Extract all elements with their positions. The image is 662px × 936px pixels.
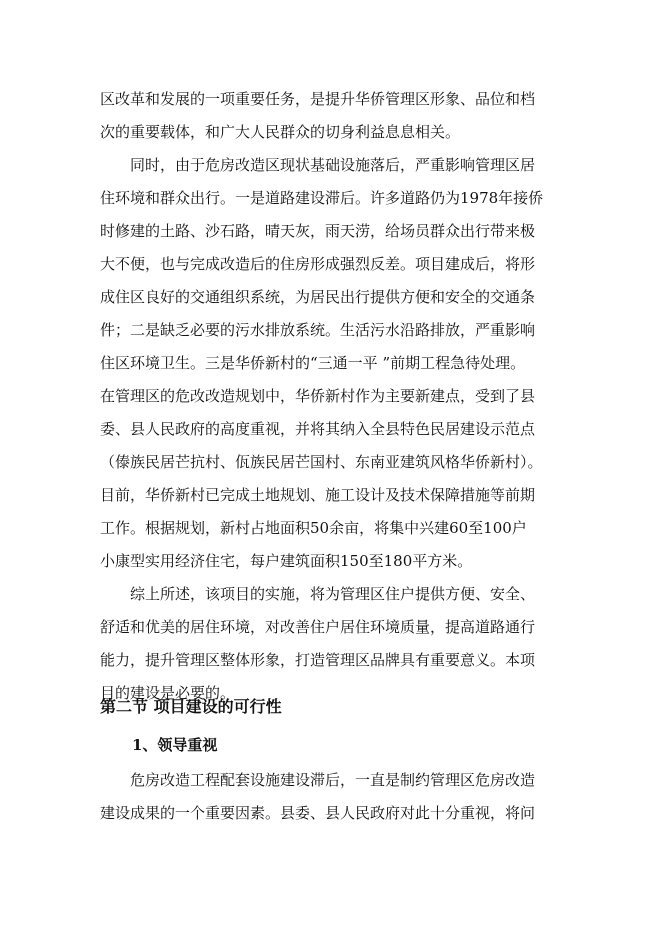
text-line: 住环境和群众出行。一是道路建设滞后。许多道路仍为1978年接侨 (100, 189, 544, 207)
text-line: 舒适和优美的居住环境，对改善住户居住环境质量，提高道路通行 (100, 618, 536, 636)
text-line: 建设成果的一个重要因素。县委、县人民政府对此十分重视，将问 (100, 804, 536, 822)
text-line: 成住区良好的交通组织系统，为居民出行提供方便和安全的交通条 (100, 288, 536, 306)
body-text-block-2 (100, 764, 562, 830)
text-line: 工作。根据规划，新村占地面积50余亩，将集中兴建60至100户 (100, 519, 527, 537)
text-line: 同时，由于危房改造区现状基础设施落后，严重影响管理区居 (130, 156, 536, 174)
text-line: 次的重要载体，和广大人民群众的切身利益息息相关。 (100, 123, 461, 141)
text-line: 住区环境卫生。三是华侨新村的“三通一平 ”前期工程急待处理。 (100, 354, 526, 372)
body-text-block (100, 83, 562, 710)
text-line: 区改革和发展的一项重要任务，是提升华侨管理区形象、品位和档 (100, 90, 536, 108)
text-line: 时修建的土路、沙石路，晴天灰，雨天涝，给场员群众出行带来极 (100, 222, 536, 240)
text-line: 小康型实用经济住宅，每户建筑面积150至180平方米。 (100, 552, 473, 570)
text-line: 目前，华侨新村已完成土地规划、施工设计及技术保障措施等前期 (100, 486, 536, 504)
text-line: 综上所述，该项目的实施，将为管理区住户提供方便、安全、 (130, 585, 536, 603)
text-line: （傣族民居芒抗村、佤族民居芒国村、东南亚建筑风格华侨新村）。 (100, 453, 543, 471)
text-line: 委、县人民政府的高度重视，并将其纳入全县特色民居建设示范点 (100, 420, 536, 438)
text-line: 危房改造工程配套设施建设滞后，一直是制约管理区危房改造 (130, 771, 536, 789)
section-heading: 第二节 项目建设的可行性 (100, 697, 282, 716)
subsection-heading: 1、领导重视 (132, 736, 218, 754)
text-line: 大不便，也与完成改造后的住房形成强烈反差。项目建成后，将形 (100, 255, 536, 273)
text-line: 目的建设是必要的。 (100, 684, 236, 702)
text-line: 在管理区的危改改造规划中，华侨新村作为主要新建点，受到了县 (100, 387, 536, 405)
text-line: 能力，提升管理区整体形象，打造管理区品牌具有重要意义。本项 (100, 651, 536, 669)
text-line: 件；二是缺乏必要的污水排放系统。生活污水沿路排放，严重影响 (100, 321, 536, 339)
